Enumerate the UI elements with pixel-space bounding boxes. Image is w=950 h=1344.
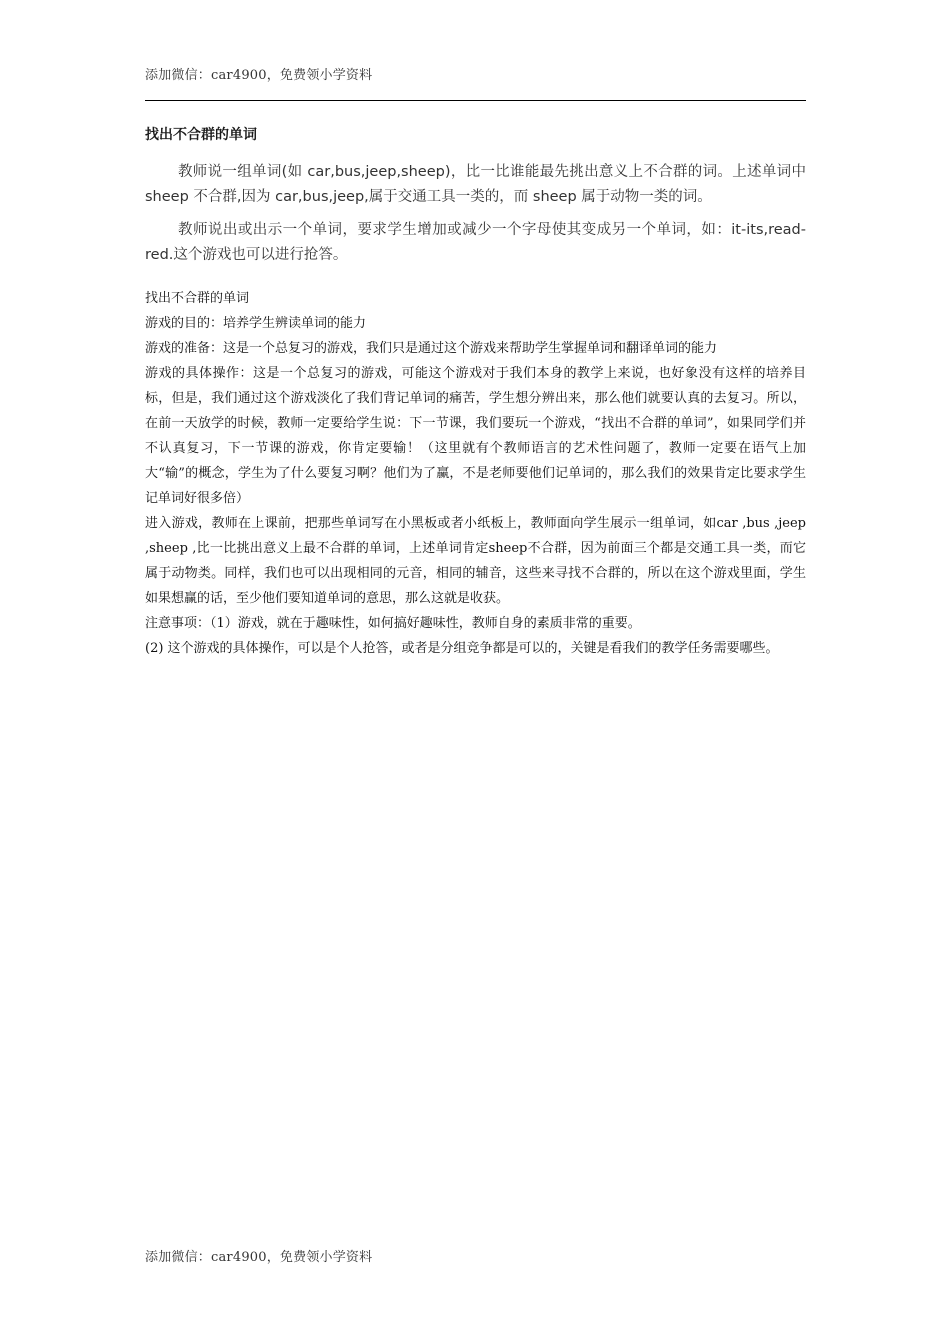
page-footer: 添加微信：car4900，免费领小学资料: [145, 1250, 373, 1265]
game-operation: 游戏的具体操作：这是一个总复习的游戏，可能这个游戏对于我们本身的教学上来说，也好象没有这样的培养目标，但是，我们通过这个游戏淡化了我们背记单词的痛苦，学生想分辨出来，那么他们就要认真的去复习。所以，在前一天放学的时候，教师一定要给学生说：下一节课，我们要玩一个游戏，“找出不合群的单词”，如果同学们并不认真复习，下一节课的游戏，你肯定要输！（这里就有个教师语言的艺术性问题了，教师一定要在语气上加大“输”的概念，学生为了什么要复习啊？他们为了赢，不是老师要他们记单词的，那么我们的效果肯定比要求学生记单词好很多倍）: [145, 366, 806, 506]
game-title: 找出不合群的单词: [145, 291, 250, 306]
game-description: [145, 286, 806, 661]
document-body: [145, 124, 806, 661]
section-title: 找出不合群的单词: [145, 127, 257, 143]
game-note-1: 注意事项：（1）游戏，就在于趣味性，如何搞好趣味性，教师自身的素质非常的重要。: [145, 616, 641, 631]
game-purpose: 游戏的目的：培养学生辨读单词的能力: [145, 316, 367, 331]
game-note-2: (2) 这个游戏的具体操作，可以是个人抢答，或者是分组竞争都是可以的，关键是看我们的教学任务需要哪些。: [145, 641, 779, 656]
header-divider: [145, 100, 806, 101]
paragraph-add-remove-letter: 教师说出或出示一个单词，要求学生增加或减少一个字母使其变成另一个单词，如：it-its,read-red.这个游戏也可以进行抢答。: [145, 222, 806, 263]
page-header: 添加微信：car4900，免费领小学资料: [145, 68, 373, 83]
game-procedure: 进入游戏，教师在上课前，把那些单词写在小黑板或者小纸板上，教师面向学生展示一组单词，如car ,bus ,jeep ,sheep ,比一比挑出意义上最不合群的单词，上述单词肯定sheep不合群，因为前面三个都是交通工具一类，而它属于动物类。同样，我们也可以出现相同的元音，相同的辅音，这些来寻找不合群的，所以在这个游戏里面，学生如果想赢的话，至少他们要知道单词的意思，那么这就是收获。: [145, 516, 806, 606]
game-preparation: 游戏的准备：这是一个总复习的游戏，我们只是通过这个游戏来帮助学生掌握单词和翻译单词的能力: [145, 341, 718, 356]
paragraph-odd-one-out: 教师说一组单词(如 car,bus,jeep,sheep)，比一比谁能最先挑出意义上不合群的词。上述单词中 sheep 不合群,因为 car,bus,jeep,属于交通工具一类的，而 sheep 属于动物一类的词。: [145, 164, 806, 205]
